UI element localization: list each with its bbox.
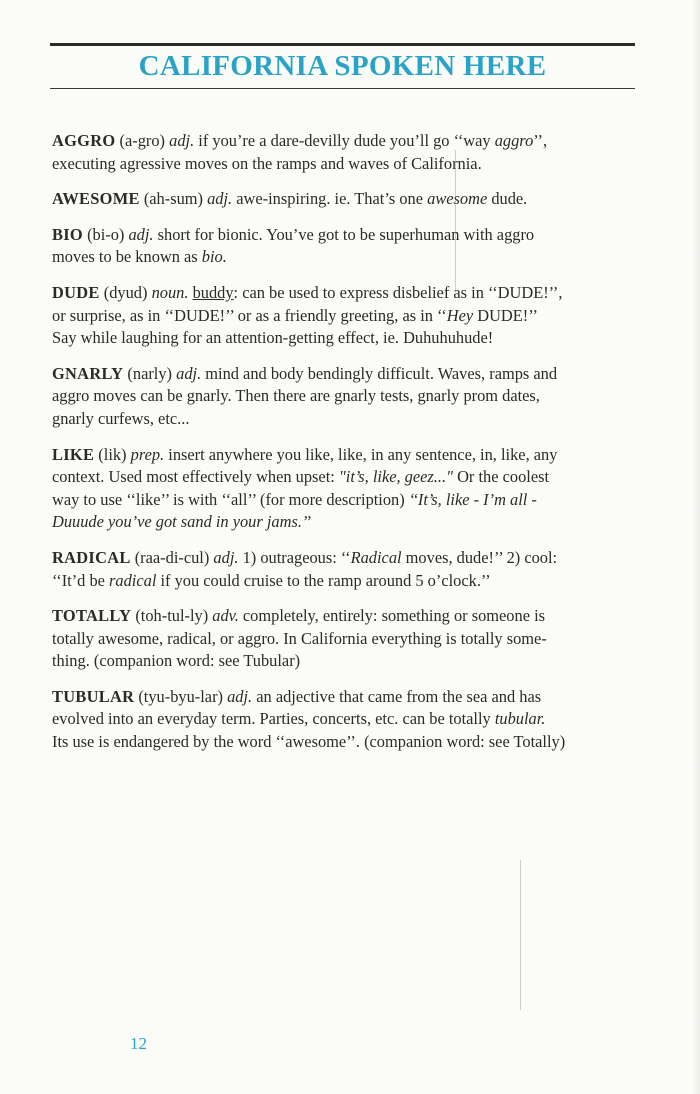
entry-line	[52, 466, 637, 489]
definition-text: context. Used most effectively when upset:	[52, 467, 339, 487]
italic-text: Hey	[446, 305, 474, 325]
definition-text: (a-gro)	[115, 131, 170, 150]
paper-crease	[455, 150, 456, 290]
italic-text: adj.	[176, 363, 202, 383]
definition-text: (dyud)	[99, 282, 152, 302]
entry-term: AWESOME	[52, 189, 140, 209]
definition-text: aggro moves can be gnarly. Then there are gnarly tests, gnarly prom dates,	[52, 386, 540, 406]
italic-text: adj.	[207, 189, 233, 209]
entry-term: DUDE	[52, 282, 100, 302]
definition-text: DUDE!’’	[473, 305, 538, 325]
entry-line	[52, 246, 637, 269]
glossary-entries	[52, 130, 637, 767]
italic-text: adj.	[169, 131, 195, 150]
entry-line	[52, 731, 637, 754]
italic-text: noun.	[151, 282, 189, 302]
definition-text: Its use is endangered by the word ‘‘awesome’’. (companion word: see Totally)	[52, 732, 566, 752]
glossary-entry-tubular	[52, 686, 637, 754]
page-title: CALIFORNIA SPOKEN HERE	[138, 50, 547, 82]
page-edge	[692, 0, 700, 1094]
definition-text: completely, entirely: something or someone is	[238, 606, 546, 626]
definition-text: way to use ‘‘like’’ is with ‘‘all’’ (for more description)	[52, 489, 409, 509]
entry-term: RADICAL	[52, 547, 131, 567]
entry-term: BIO	[52, 224, 83, 244]
entry-term: GNARLY	[52, 363, 124, 383]
entry-line	[52, 570, 637, 593]
definition-text: totally awesome, radical, or aggro. In California everything is totally some-	[52, 628, 547, 648]
definition-text: if you could cruise to the ramp around 5 o’clock.’’	[156, 570, 491, 590]
entry-line	[52, 130, 637, 153]
definition-text: : can be used to express disbelief as in ‘‘DUDE!’’,	[233, 282, 563, 302]
entry-line	[52, 305, 637, 328]
definition-text: 1) outrageous: ‘‘	[238, 547, 351, 567]
italic-text: prep.	[130, 444, 165, 464]
entry-term: AGGRO	[52, 131, 116, 150]
italic-text: "it’s, like, geez..."	[338, 467, 453, 487]
definition-text: or surprise, as in ‘‘DUDE!’’ or as a friendly greeting, as in ‘‘	[52, 305, 447, 325]
definition-text: gnarly curfews, etc...	[52, 408, 190, 428]
entry-line	[52, 650, 637, 673]
definition-text: ’’,	[533, 131, 548, 150]
title-underline-rule	[50, 88, 635, 89]
entry-line	[52, 605, 637, 628]
italic-text: adj.	[128, 224, 154, 244]
entry-line	[52, 444, 637, 467]
entry-line	[52, 282, 637, 305]
definition-text: an adjective that came from the sea and has	[252, 686, 542, 706]
top-rule	[50, 43, 635, 46]
glossary-entry-totally	[52, 605, 637, 673]
definition-text: Or the coolest	[452, 467, 550, 487]
definition-text: (tyu-byu-lar)	[134, 686, 228, 706]
entry-line	[52, 708, 637, 731]
definition-text: short for bionic. You’ve got to be superhuman with aggro	[153, 224, 535, 244]
entry-line	[52, 511, 637, 534]
definition-text: mind and body bendingly difficult. Waves, ramps and	[201, 363, 558, 383]
underlined-text: buddy	[192, 282, 234, 302]
glossary-entry-aggro	[52, 130, 637, 175]
entry-line	[52, 489, 637, 512]
definition-text: if you’re a dare-devilly dude you’ll go ‘‘way	[194, 131, 495, 150]
glossary-entry-radical	[52, 547, 637, 592]
italic-text: adj.	[227, 686, 253, 706]
entry-line	[52, 385, 637, 408]
definition-text: (narly)	[123, 363, 177, 383]
glossary-entry-like	[52, 444, 637, 534]
glossary-entry-awesome	[52, 188, 637, 211]
italic-text: radical	[109, 570, 157, 590]
entry-term: TUBULAR	[52, 686, 135, 706]
entry-line	[52, 628, 637, 651]
italic-text: Duuude you’ve got sand in your jams.’’	[52, 512, 312, 532]
definition-text: awe-inspiring. ie. That’s one	[232, 189, 428, 209]
entry-term: LIKE	[52, 444, 95, 464]
definition-text: ‘‘It’d be	[52, 570, 110, 590]
definition-text: (lik)	[94, 444, 131, 464]
definition-text: thing. (companion word: see Tubular)	[52, 651, 301, 671]
entry-line	[52, 153, 637, 176]
italic-text: bio.	[201, 247, 227, 267]
definition-text: evolved into an everyday term. Parties, concerts, etc. can be totally	[52, 709, 495, 729]
entry-term: TOTALLY	[52, 606, 132, 626]
definition-text: Say while laughing for an attention-getting effect, ie. Duhuhuhude!	[52, 328, 494, 348]
definition-text: executing agressive moves on the ramps and waves of California.	[52, 153, 482, 173]
entry-line	[52, 327, 637, 350]
entry-line	[52, 224, 637, 247]
definition-text: (bi-o)	[82, 224, 129, 244]
glossary-entry-gnarly	[52, 363, 637, 431]
italic-text: Radical	[350, 547, 402, 567]
entry-line	[52, 547, 637, 570]
definition-text: insert anywhere you like, like, in any sentence, in, like, any	[164, 444, 558, 464]
definition-text: moves to be known as	[52, 247, 202, 267]
italic-text: adv.	[212, 606, 239, 626]
entry-line	[52, 686, 637, 709]
definition-text: moves, dude!’’ 2) cool:	[401, 547, 558, 567]
page-number: 12	[130, 1034, 147, 1053]
entry-line	[52, 408, 637, 431]
entry-line	[52, 188, 637, 211]
italic-text: tubular.	[494, 709, 546, 729]
glossary-entry-dude	[52, 282, 637, 350]
definition-text: (toh-tul-ly)	[131, 606, 213, 626]
definition-text: (ah-sum)	[139, 189, 208, 209]
definition-text: (raa-di-cul)	[130, 547, 214, 567]
italic-text: awesome	[427, 189, 488, 209]
paper-crease	[520, 860, 521, 1010]
glossary-entry-bio	[52, 224, 637, 269]
italic-text: adj.	[213, 547, 239, 567]
italic-text: aggro	[494, 131, 534, 150]
italic-text: ‘‘It’s, like - I’m all -	[408, 489, 537, 509]
definition-text: dude.	[487, 189, 528, 209]
entry-line	[52, 363, 637, 386]
